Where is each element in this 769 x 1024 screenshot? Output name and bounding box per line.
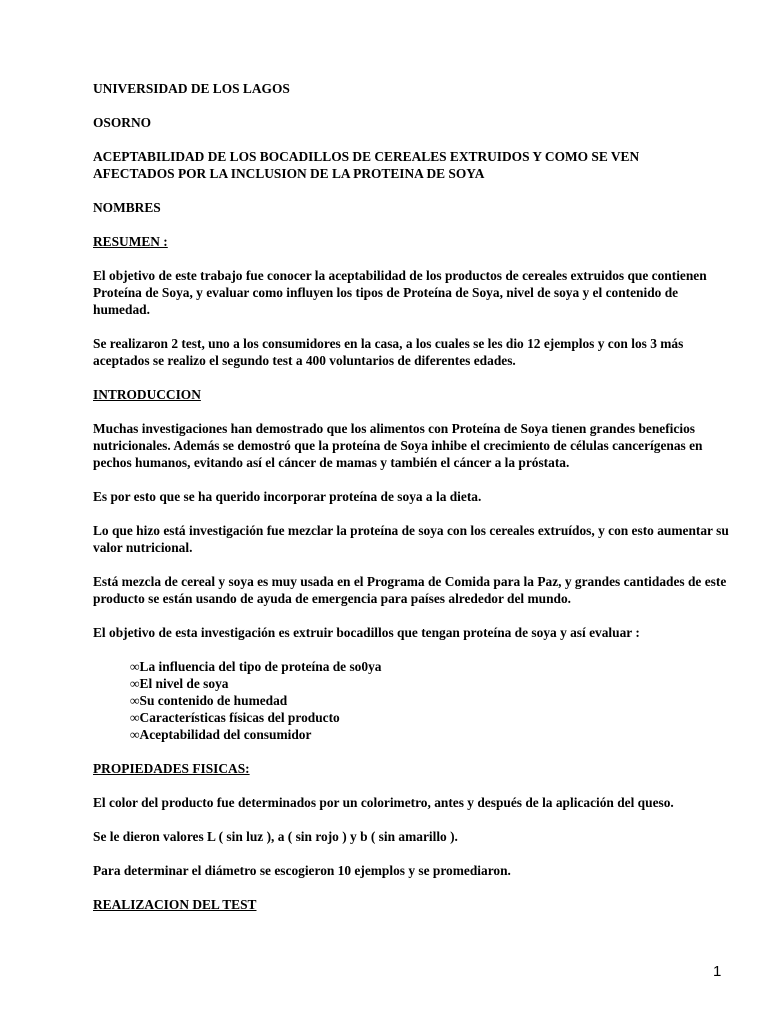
introduccion-paragraph-2: Es por esto que se ha querido incorporar proteína de soya a la dieta.	[93, 489, 482, 504]
list-item: ∞Características físicas del producto	[130, 710, 340, 725]
document-title-line-2: AFECTADOS POR LA INCLUSION DE LA PROTEINA DE SOYA	[93, 166, 485, 181]
introduccion-paragraph-5: El objetivo de esta investigación es extruir bocadillos que tengan proteína de soya y así evaluar :	[93, 625, 640, 640]
page-number: 1	[713, 963, 722, 980]
introduccion-paragraph-1: Muchas investigaciones han demostrado que los alimentos con Proteína de Soya tienen grandes beneficios nutricionales. Además se demostró que la proteína de Soya inhibe el crecimiento de células cancerígenas en pechos humanos, evitando así el cáncer de mamas y también el cáncer a la próstata.	[93, 421, 703, 470]
city-name: OSORNO	[93, 115, 152, 130]
list-item: ∞Aceptabilidad del consumidor	[130, 727, 312, 742]
document-title-line-1: ACEPTABILIDAD DE LOS BOCADILLOS DE CEREALES EXTRUIDOS Y COMO SE VEN	[93, 149, 640, 164]
propiedades-paragraph-2: Se le dieron valores L ( sin luz ), a ( sin rojo ) y b ( sin amarillo ).	[93, 829, 458, 844]
propiedades-paragraph-3: Para determinar el diámetro se escogieron 10 ejemplos y se promediaron.	[93, 863, 511, 878]
resumen-paragraph-1: El objetivo de este trabajo fue conocer la aceptabilidad de los productos de cereales extruidos que contienen Proteína de Soya, y evaluar como influyen los tipos de Proteína de Soya, nivel de soya y el contenido de humedad.	[93, 268, 707, 317]
objectives-list	[93, 658, 733, 743]
list-item: ∞El nivel de soya	[130, 676, 229, 691]
introduccion-paragraph-3: Lo que hizo está investigación fue mezclar la proteína de soya con los cereales extruídos, y con esto aumentar su valor nutricional.	[93, 523, 729, 555]
list-item: ∞Su contenido de humedad	[130, 693, 288, 708]
document-title	[93, 148, 733, 182]
propiedades-heading: PROPIEDADES FISICAS:	[93, 761, 250, 776]
introduccion-paragraph-4: Está mezcla de cereal y soya es muy usada en el Programa de Comida para la Paz, y grandes cantidades de este producto se están usando de ayuda de emergencia para países alrededor del mundo.	[93, 574, 727, 606]
resumen-paragraph-2: Se realizaron 2 test, uno a los consumidores en la casa, a los cuales se les dio 12 ejemplos y con los 3 más aceptados se realizo el segundo test a 400 voluntarios de diferentes edades.	[93, 336, 684, 368]
introduccion-heading: INTRODUCCION	[93, 387, 201, 402]
resumen-heading: RESUMEN :	[93, 234, 168, 249]
document-body	[93, 80, 733, 913]
names-label: NOMBRES	[93, 200, 161, 215]
propiedades-paragraph-1: El color del producto fue determinados por un colorimetro, antes y después de la aplicación del queso.	[93, 795, 674, 810]
realizacion-heading: REALIZACION DEL TEST	[93, 897, 257, 912]
university-name: UNIVERSIDAD DE LOS LAGOS	[93, 81, 290, 96]
list-item: ∞La influencia del tipo de proteína de so0ya	[130, 659, 382, 674]
